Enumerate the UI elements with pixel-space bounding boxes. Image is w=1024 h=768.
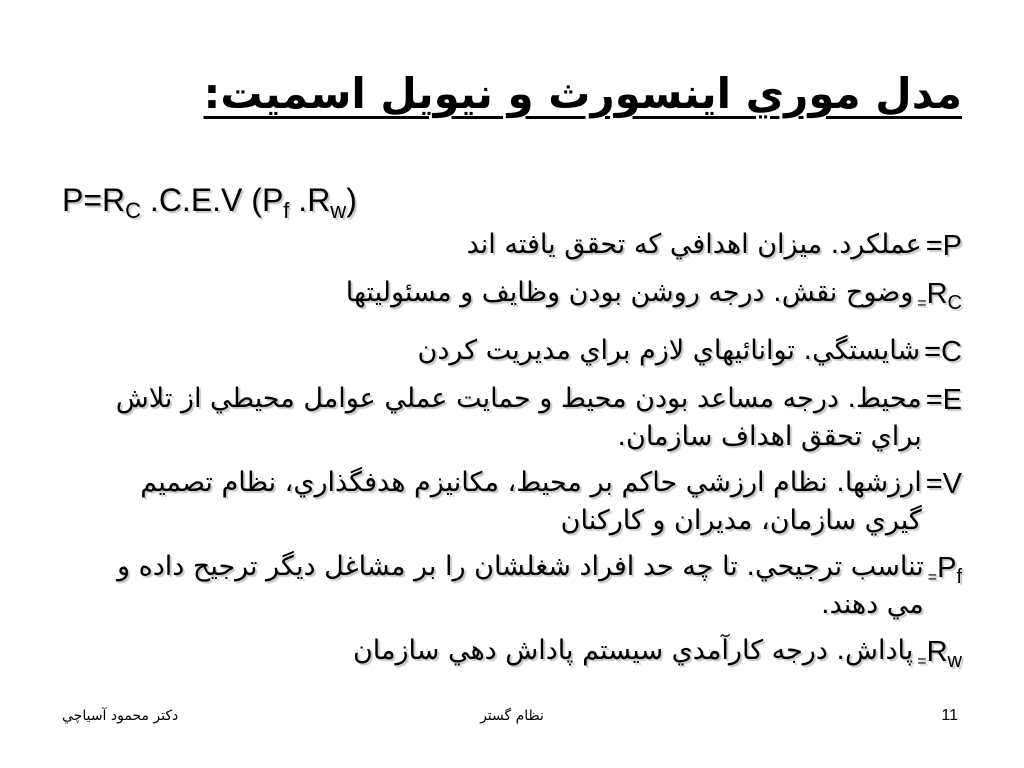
definition-item-c (90, 332, 962, 372)
formula-w-subscript: w (330, 198, 347, 223)
slide-title-text: مدل موري اينسورث و نيويل اسميت: (203, 69, 962, 118)
definition-symbol (922, 380, 962, 420)
page-number: 11 (941, 707, 958, 724)
definition-symbol-main: V (942, 468, 962, 500)
definition-equals: = (924, 336, 942, 368)
definition-text: محيط. درجه مساعد بودن محيط و حمايت عملي عوامل محيطي از تلاش براي تحقق اهداف سازمان. (115, 383, 922, 452)
definition-symbol-main: E (942, 384, 962, 416)
definition-item-pf (90, 548, 962, 624)
definition-symbol-main: C (941, 336, 962, 368)
definition-text: تناسب ترجيحي. تا چه حد افراد شغلشان را بر مشاغل ديگر ترجيح داده و مي دهند. (117, 551, 924, 620)
definition-symbol (913, 274, 962, 324)
slide-title (150, 62, 962, 126)
performance-formula (62, 176, 357, 224)
definition-symbol-subscript: f (956, 566, 962, 588)
definition-symbol-main: R (926, 636, 948, 668)
formula-r-subscript: C (125, 198, 142, 223)
definition-item-rc (90, 274, 962, 324)
definition-text: عملكرد. ميزان اهدافي كه تحقق يافته اند (466, 229, 922, 260)
formula-close: ) (346, 182, 357, 218)
definition-text: ارزشها. نظام ارزشي حاكم بر محيط، مكانيزم هدفگذاري، نظام تصميم گيري سازمان، مديران و كاركنان (140, 467, 922, 536)
definition-item-v (90, 464, 962, 540)
definition-symbol-subscript: w (947, 650, 962, 672)
definition-symbol-main: P (942, 230, 962, 262)
definition-symbol (920, 332, 962, 372)
definition-item-p (90, 226, 962, 266)
definition-symbol-subscript: C (947, 292, 962, 314)
definition-equals: = (925, 230, 943, 262)
definition-text: پاداش. درجه كارآمدي سيستم پاداش دهي سازمان (352, 635, 914, 666)
definition-symbol (913, 632, 962, 682)
formula-lhs: P=R (62, 182, 126, 218)
definition-symbol (924, 548, 962, 598)
formula-dot-r: .R (289, 182, 331, 218)
definition-equals: = (917, 295, 927, 312)
definition-symbol-main: P (937, 552, 957, 584)
definition-symbol-main: R (926, 278, 948, 310)
definition-item-e (90, 380, 962, 456)
definition-equals: = (925, 384, 943, 416)
definition-symbol (922, 464, 962, 504)
definition-equals: = (927, 569, 938, 586)
footer-center-text: نظام گستر (480, 708, 544, 724)
definition-list (90, 226, 962, 690)
definition-symbol (922, 226, 962, 266)
definition-item-rw (90, 632, 962, 682)
formula-middle: .C.E.V (P (141, 182, 284, 218)
definition-text: وضوح نقش. درجه روشن بودن وظايف و مسئوليتها (345, 277, 914, 308)
formula-p-subscript: f (283, 198, 290, 223)
definition-equals: = (925, 468, 943, 500)
definition-equals: = (917, 653, 927, 670)
definition-text: شايستگي. توانائيهاي لازم براي مديريت كردن (417, 335, 921, 366)
footer-author: دكتر محمود آسياچي (62, 708, 179, 724)
